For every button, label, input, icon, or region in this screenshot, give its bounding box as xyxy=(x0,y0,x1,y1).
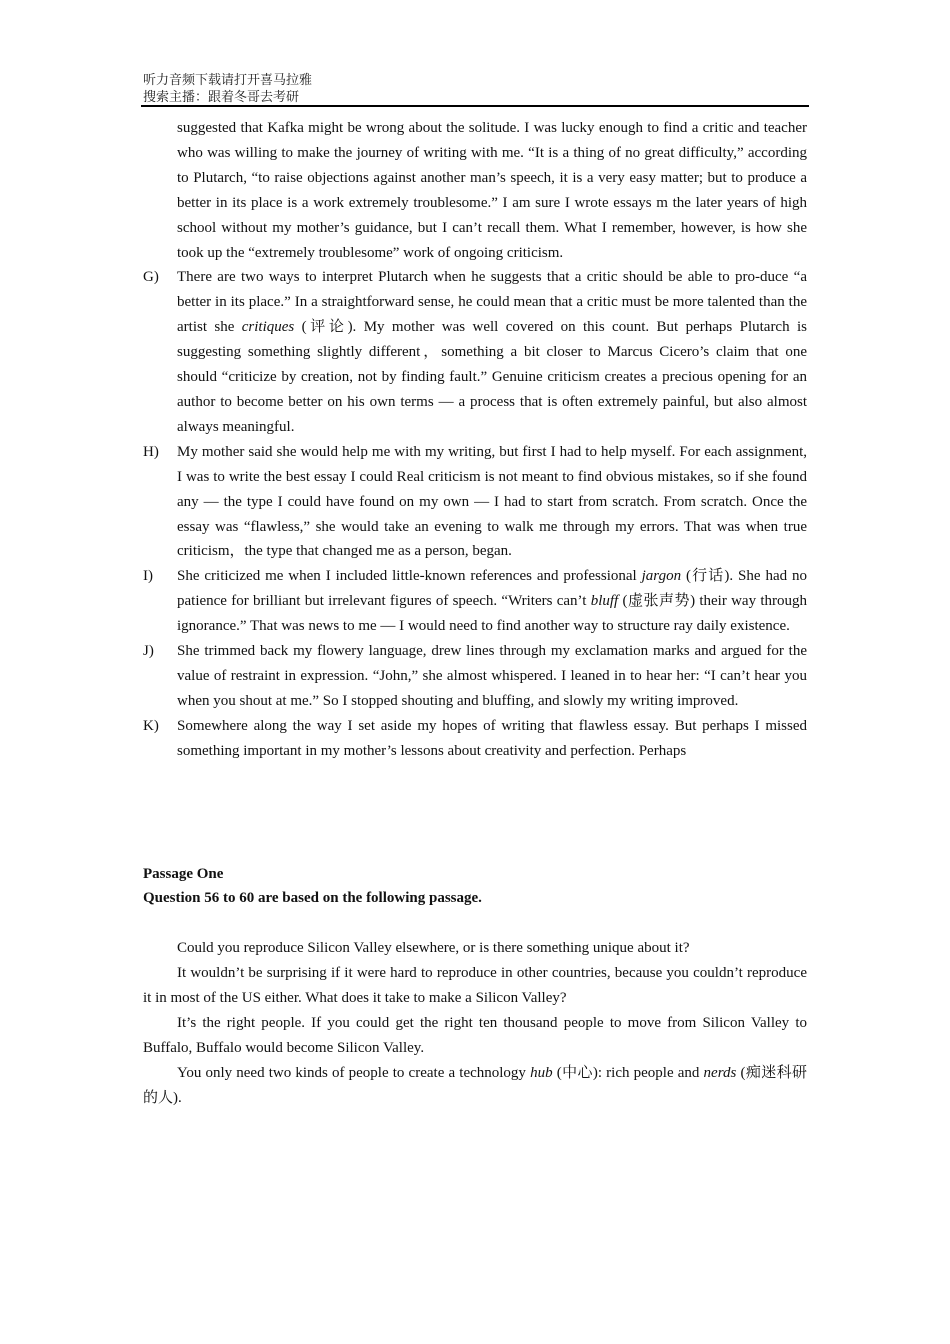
list-item-h xyxy=(143,440,807,565)
item-label: I) xyxy=(143,568,153,585)
page-header xyxy=(143,71,809,105)
passage-paragraph-2: It wouldn’t be surprising if it were hard to reproduce in other countries, because you couldn’t reproduce it in most of the US either. What does it take to make a Silicon Valley? xyxy=(143,965,807,1007)
item-text: Somewhere along the way I set aside my hopes of writing that flawless essay. But perhaps I missed something important in my mother’s lessons about creativity and perfection. Perhaps xyxy=(177,717,807,759)
header-line-2: 搜索主播：跟着冬哥去考研 xyxy=(143,89,300,104)
item-text: She criticized me when I included little-known references and professional jargon (行话). She had no patience for brilliant but irrelevant figures of speech. “Writers can’t bluff (虚张声势) their way through ignorance.” That was news to me — I would need to find another way to structure ray daily existence. xyxy=(177,568,807,635)
list-item-k xyxy=(143,714,807,764)
item-label: G) xyxy=(143,269,159,286)
item-text: There are two ways to interpret Plutarch when he suggests that a critic should be able to pro-duce “a better in its place.” In a straightforward sense, he could mean that a critic must be more talented than the artist she critiques (评论). My mother was well covered on this count. But perhaps Plutarch is suggesting something slightly different，something a bit closer to Marcus Cicero’s claim that one should “criticize by creation, not by finding fault.” Genuine criticism creates a precious opening for an author to become better on his own terms — a process that is often extremely painful, but also almost always meaningful. xyxy=(177,269,807,435)
item-text: She trimmed back my flowery language, drew lines through my exclamation marks and argued for the value of restraint in expression. “John,” she almost whispered. I leaned in to hear her: “I can’t hear you when you shout at me.” So I stopped shouting and bluffing, and slowly my writing improved. xyxy=(177,643,807,709)
continuation-paragraph: suggested that Kafka might be wrong about the solitude. I was lucky enough to find a critic and teacher who was willing to make the journey of writing with me. “It is a thing of no great difficulty,” according to Plutarch, “to raise objections against another man’s speech, it is a very easy matter; but to produce a better in its place is a work extremely troublesome.” I am sure I wrote essays m the later years of high school without my mother’s guidance, but I can’t recall them. What I remember, however, is how she took up the “extremely troublesome” work of ongoing criticism. xyxy=(177,120,807,261)
item-label: J) xyxy=(143,643,154,660)
item-label: K) xyxy=(143,717,159,734)
passage-paragraph-3: It’s the right people. If you could get the right ten thousand people to move from Silicon Valley to Buffalo, Buffalo would become Silicon Valley. xyxy=(143,1014,807,1056)
passage-paragraph-1: Could you reproduce Silicon Valley elsewhere, or is there something unique about it? xyxy=(177,940,690,957)
passage-paragraph-4: You only need two kinds of people to create a technology hub (中心): rich people and nerds (痴迷科研的人). xyxy=(143,1064,808,1106)
section-gap xyxy=(143,764,807,862)
list-item-i xyxy=(143,564,807,639)
list-item-g xyxy=(143,265,807,439)
item-label: H) xyxy=(143,443,159,460)
paragraph-gap xyxy=(143,911,807,936)
header-divider xyxy=(141,105,809,107)
document-body xyxy=(143,116,807,1111)
item-text: My mother said she would help me with my writing, but first I had to help myself. For each assignment, I was to write the best essay I could Real criticism is not meant to find obvious mistakes, so if she found any — the type I could have found on my own — I had to start from scratch. From scratch. Once the essay was “flawless,” she would take an evening to walk me through my errors. That was when true criticism，the type that changed me as a person, began. xyxy=(177,443,807,560)
header-line-1: 听力音频下载请打开喜马拉雅 xyxy=(143,72,313,87)
list-item-j xyxy=(143,639,807,714)
passage-subtitle: Question 56 to 60 are based on the following passage. xyxy=(143,890,482,907)
passage-title: Passage One xyxy=(143,865,224,882)
